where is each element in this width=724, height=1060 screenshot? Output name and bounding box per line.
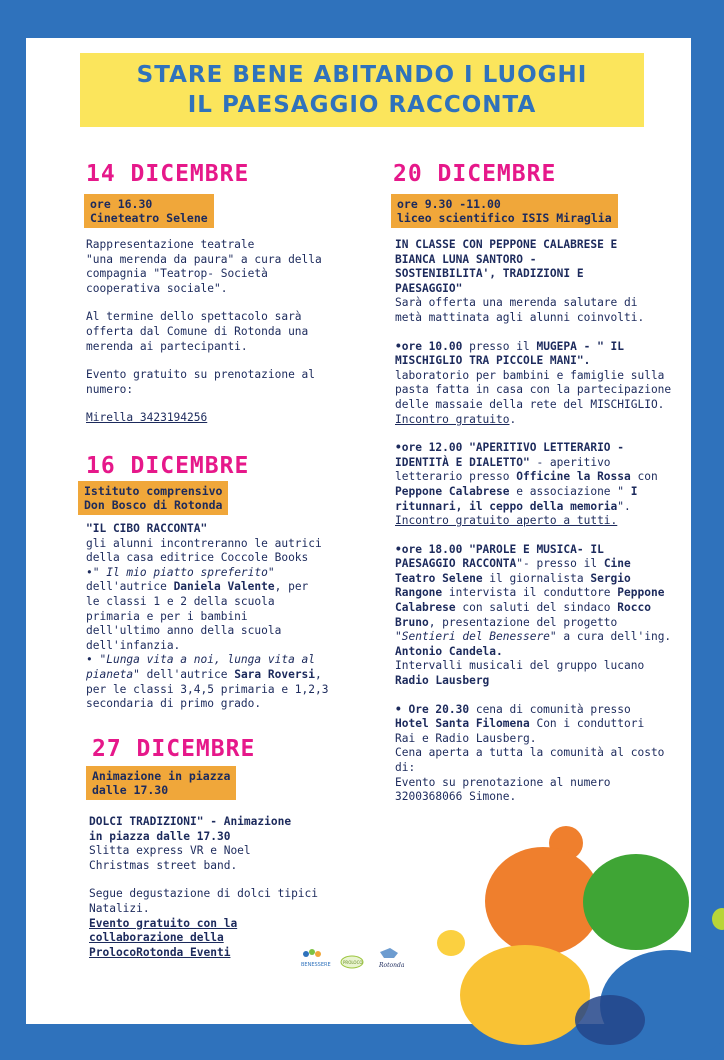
date-16-dicembre: 16 DICEMBRE: [86, 453, 250, 479]
tag-14: [84, 194, 214, 228]
tag-14-place: Cineteatro Selene: [90, 211, 208, 225]
blob-yellow-small: [437, 930, 465, 956]
tag-14-time: ore 16.30: [90, 197, 153, 211]
blob-navy: [575, 995, 645, 1045]
benessere-logo: [301, 949, 331, 968]
title-line-1: STARE BENE ABITANDO I LUOGHI: [136, 62, 588, 88]
tag-20: ore 9.30 -11.00 liceo scientifico ISIS Miraglia: [391, 194, 618, 228]
blob-lime: [712, 908, 724, 930]
svg-text:Rotonda: Rotonda: [379, 962, 405, 969]
event-14-description: Rappresentazione teatrale "una merenda da paura" a cura della compagnia "Teatrop- Società cooperativa sociale". Al termine dello spettacolo sarà offerta dal Comune di Rotonda una merenda ai partecipanti. Evento gratuito su prenotazione al numero: Mirella 3423194256: [86, 238, 322, 425]
svg-text:BENESSERE: BENESSERE: [301, 962, 331, 968]
logos-svg: [298, 944, 408, 974]
tag-27: Animazione in piazza dalle 17.30: [86, 766, 236, 800]
date-27-dicembre: 27 DICEMBRE: [92, 736, 256, 762]
title-banner: [80, 53, 644, 127]
event-27-description: DOLCI TRADIZIONI" - Animazione in piazza dalle 17.30 Slitta express VR e Noel Christmas street band. Segue degustazione di dolci tipici Natalizi. Evento gratuito con la collaborazione della ProlocoRotonda Eventi: [89, 815, 319, 959]
tag-16: Istituto comprensivo Don Bosco di Rotonda: [78, 481, 228, 515]
rotonda-logo: [378, 948, 405, 969]
event-16-description: "IL CIBO RACCONTA" gli alunni incontreranno le autrici della casa editrice Coccole Books •" Il mio piatto spreferito" dell'autrice Daniela Valente, per le classi 1 e 2 della scuola primaria e per i bambini dell'ultimo anno della scuola dell'infanzia. • "Lunga vita a noi, lunga vita al pianeta" dell'autrice Sara Roversi, per le classi 3,4,5 primaria e 1,2,3 secondaria di primo grado.: [86, 522, 329, 711]
blob-green: [583, 854, 689, 950]
date-14-dicembre: 14 DICEMBRE: [86, 161, 250, 187]
proloco-logo: [341, 956, 363, 968]
contact-mirella: Mirella 3423194256: [86, 411, 208, 425]
svg-text:PROLOCO: PROLOCO: [343, 960, 363, 965]
date-20-dicembre: 20 DICEMBRE: [393, 161, 557, 187]
title-line-2: IL PAESAGGIO RACCONTA: [187, 92, 537, 118]
sponsor-logos: [298, 944, 408, 974]
event-20-description: IN CLASSE CON PEPPONE CALABRESE E BIANCA LUNA SANTORO - SOSTENIBILITA', TRADIZIONI E PAESAGGIO" Sarà offerta una merenda salutare di metà mattinata agli alunni coinvolti. •ore 10.00 presso il MUGEPA - " IL MISCHIGLIO TRA PICCOLE MANI". laboratorio per bambini e famiglie sulla pasta fatta in casa con la partecipazione delle massaie della rete del MISCHIGLIO. Incontro gratuito. •ore 12.00 "APERITIVO LETTERARIO - IDENTITÀ E DIALETTO" - aperitivo letterario presso Officine la Rossa con Peppone Calabrese e associazione " I ritunnari, il ceppo della memoria". Incontro gratuito aperto a tutti. •ore 18.00 "PAROLE E MUSICA- IL PAESAGGIO RACCONTA"- presso il Cine Teatro Selene il giornalista Sergio Rangone intervista il conduttore Peppone Calabrese con saluti del sindaco Rocco Bruno, presentazione del progetto "Sentieri del Benessere" a cura dell'ing. Antonio Candela. Intervalli musicali del gruppo lucano Radio Lausberg • Ore 20.30 cena di comunità presso Hotel Santa Filomena Con i conduttori Rai e Radio Lausberg. Cena aperta a tutta la comunità al costo di: Evento su prenotazione al numero 3200368066 Simone.: [395, 238, 672, 804]
blob-yellow-large: [460, 945, 590, 1045]
